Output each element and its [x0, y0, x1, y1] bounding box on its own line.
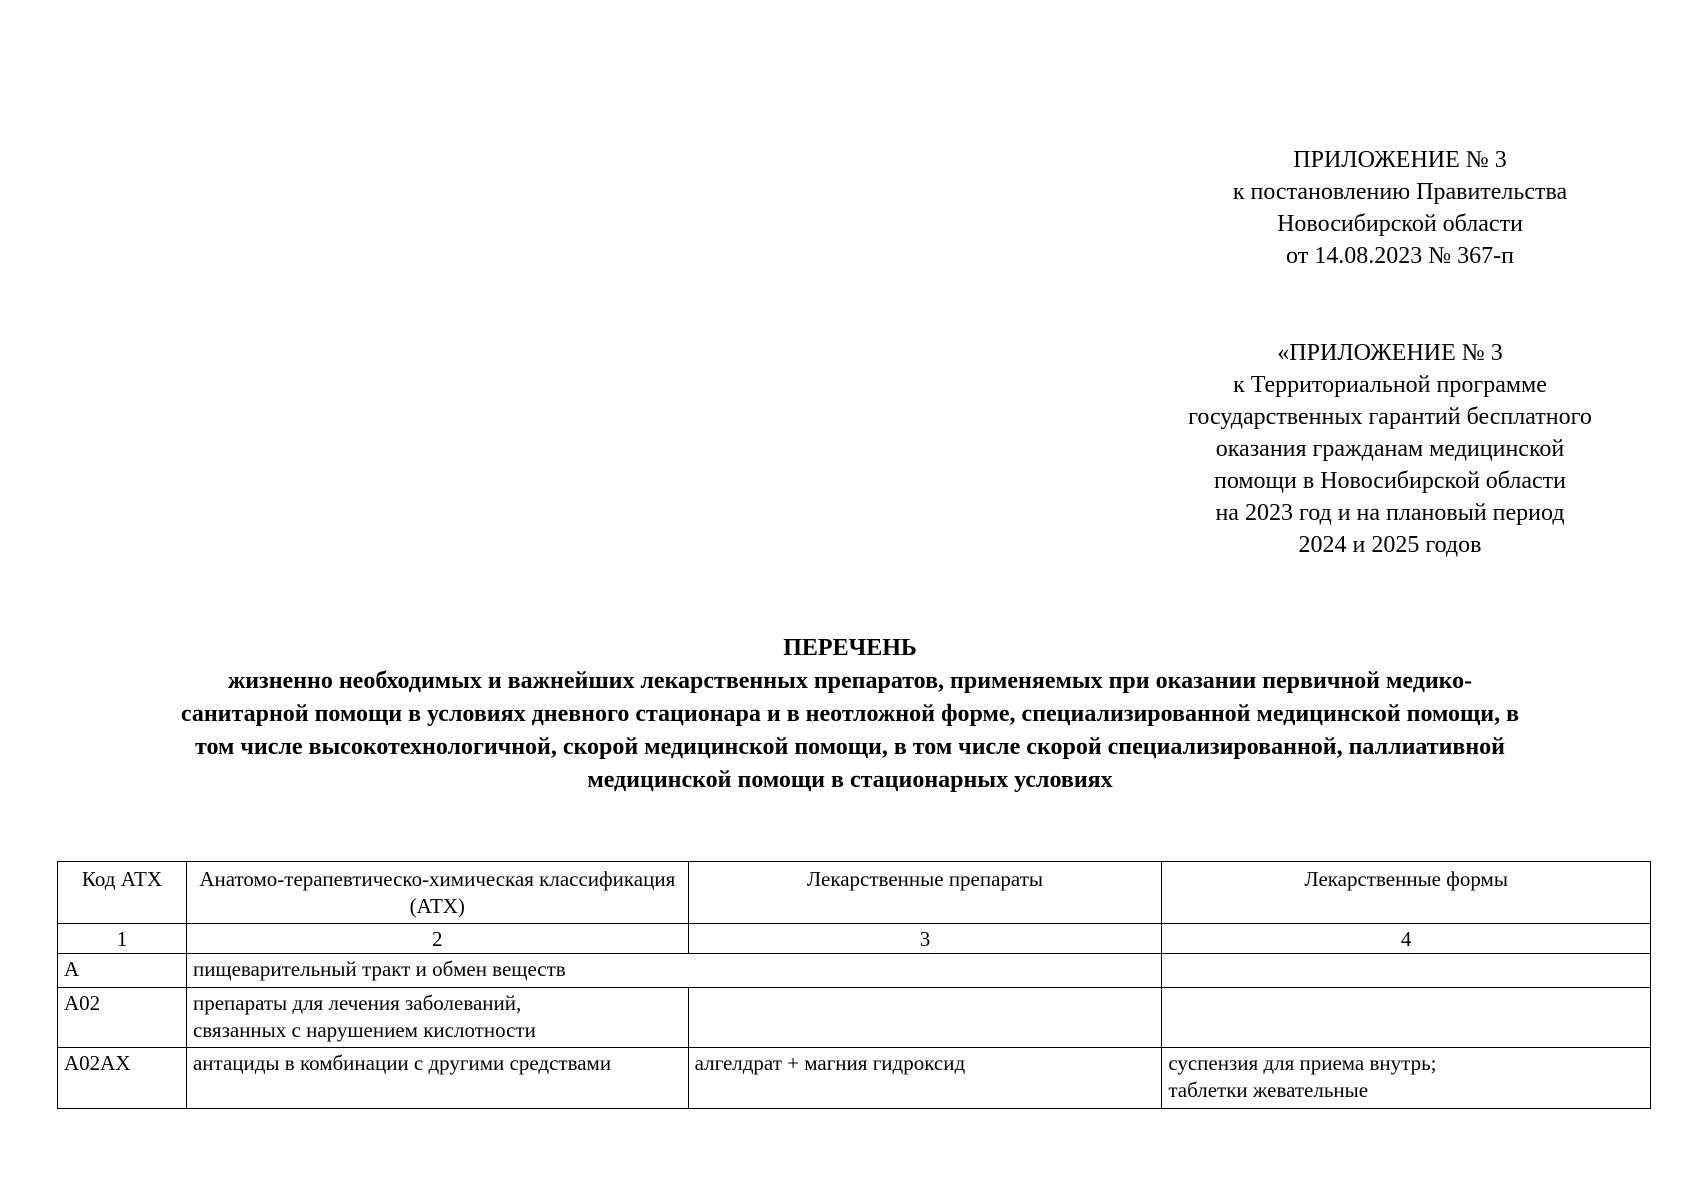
column-number: 3 — [688, 924, 1162, 954]
cell-classification-line: связанных с нарушением кислотности — [192, 1018, 536, 1042]
title-line: санитарной помощи в условиях дневного стационара и в неотложной форме, специализированной медицинской помощи, в — [180, 701, 1520, 727]
table-row — [58, 954, 1651, 988]
appendix-inner-line: 2024 и 2025 годов — [1298, 532, 1482, 558]
table-header-row — [58, 862, 1651, 924]
cell-classification — [186, 988, 688, 1048]
appendix-header-line: к постановлению Правительства — [1232, 179, 1568, 205]
drugs-table — [57, 861, 1651, 1109]
title-line: жизненно необходимых и важнейших лекарственных препаратов, применяемых при оказании первичной медико- — [227, 668, 1473, 694]
column-number-row — [58, 924, 1651, 954]
appendix-header-line: Новосибирской области — [1277, 211, 1523, 237]
appendix-header — [1100, 144, 1697, 272]
column-number: 2 — [186, 924, 688, 954]
appendix-inner-line: оказания гражданам медицинской — [1215, 436, 1565, 462]
appendix-inner-line: государственных гарантий бесплатного — [1188, 404, 1592, 430]
header-atc-code: Код АТХ — [58, 862, 187, 924]
appendix-inner-line: «ПРИЛОЖЕНИЕ № 3 — [1277, 340, 1503, 366]
cell-classification: антациды в комбинации с другими средствами — [186, 1048, 688, 1109]
cell-code: A02AX — [58, 1048, 187, 1109]
title-heading: ПЕРЕЧЕНЬ — [783, 635, 917, 661]
column-number: 4 — [1162, 924, 1651, 954]
table-row — [58, 1048, 1651, 1109]
header-forms: Лекарственные формы — [1162, 862, 1651, 924]
cell-forms-line: таблетки жевательные — [1168, 1078, 1369, 1102]
appendix-inner-line: помощи в Новосибирской области — [1213, 468, 1567, 494]
cell-forms — [1162, 988, 1651, 1048]
table-row — [58, 988, 1651, 1048]
header-atc-classification: Анатомо-терапевтическо-химическая классификация (АТХ) — [186, 862, 688, 924]
cell-code: A02 — [58, 988, 187, 1048]
cell-code: А — [58, 954, 187, 988]
cell-drugs: алгелдрат + магния гидроксид — [688, 1048, 1162, 1109]
appendix-inner-line: на 2023 год и на плановый период — [1215, 500, 1565, 526]
header-drugs: Лекарственные препараты — [688, 862, 1162, 924]
cell-forms — [1162, 954, 1651, 988]
appendix-header-line: от 14.08.2023 № 367-п — [1286, 243, 1514, 269]
cell-forms — [1162, 1048, 1651, 1109]
title-line: медицинской помощи в стационарных условиях — [587, 767, 1113, 793]
cell-drugs — [688, 988, 1162, 1048]
column-number: 1 — [58, 924, 187, 954]
cell-forms-line: суспензия для приема внутрь; — [1168, 1051, 1437, 1075]
document-title — [40, 632, 1660, 797]
appendix-header-line: ПРИЛОЖЕНИЕ № 3 — [1293, 147, 1507, 173]
cell-classification-line: препараты для лечения заболеваний, — [192, 991, 522, 1015]
cell-classification: пищеварительный тракт и обмен веществ — [186, 954, 1161, 988]
appendix-inner-line: к Территориальной программе — [1233, 372, 1547, 398]
appendix-inner — [1040, 337, 1697, 561]
title-line: том числе высокотехнологичной, скорой медицинской помощи, в том числе скорой специализированной, паллиативной — [194, 734, 1506, 760]
